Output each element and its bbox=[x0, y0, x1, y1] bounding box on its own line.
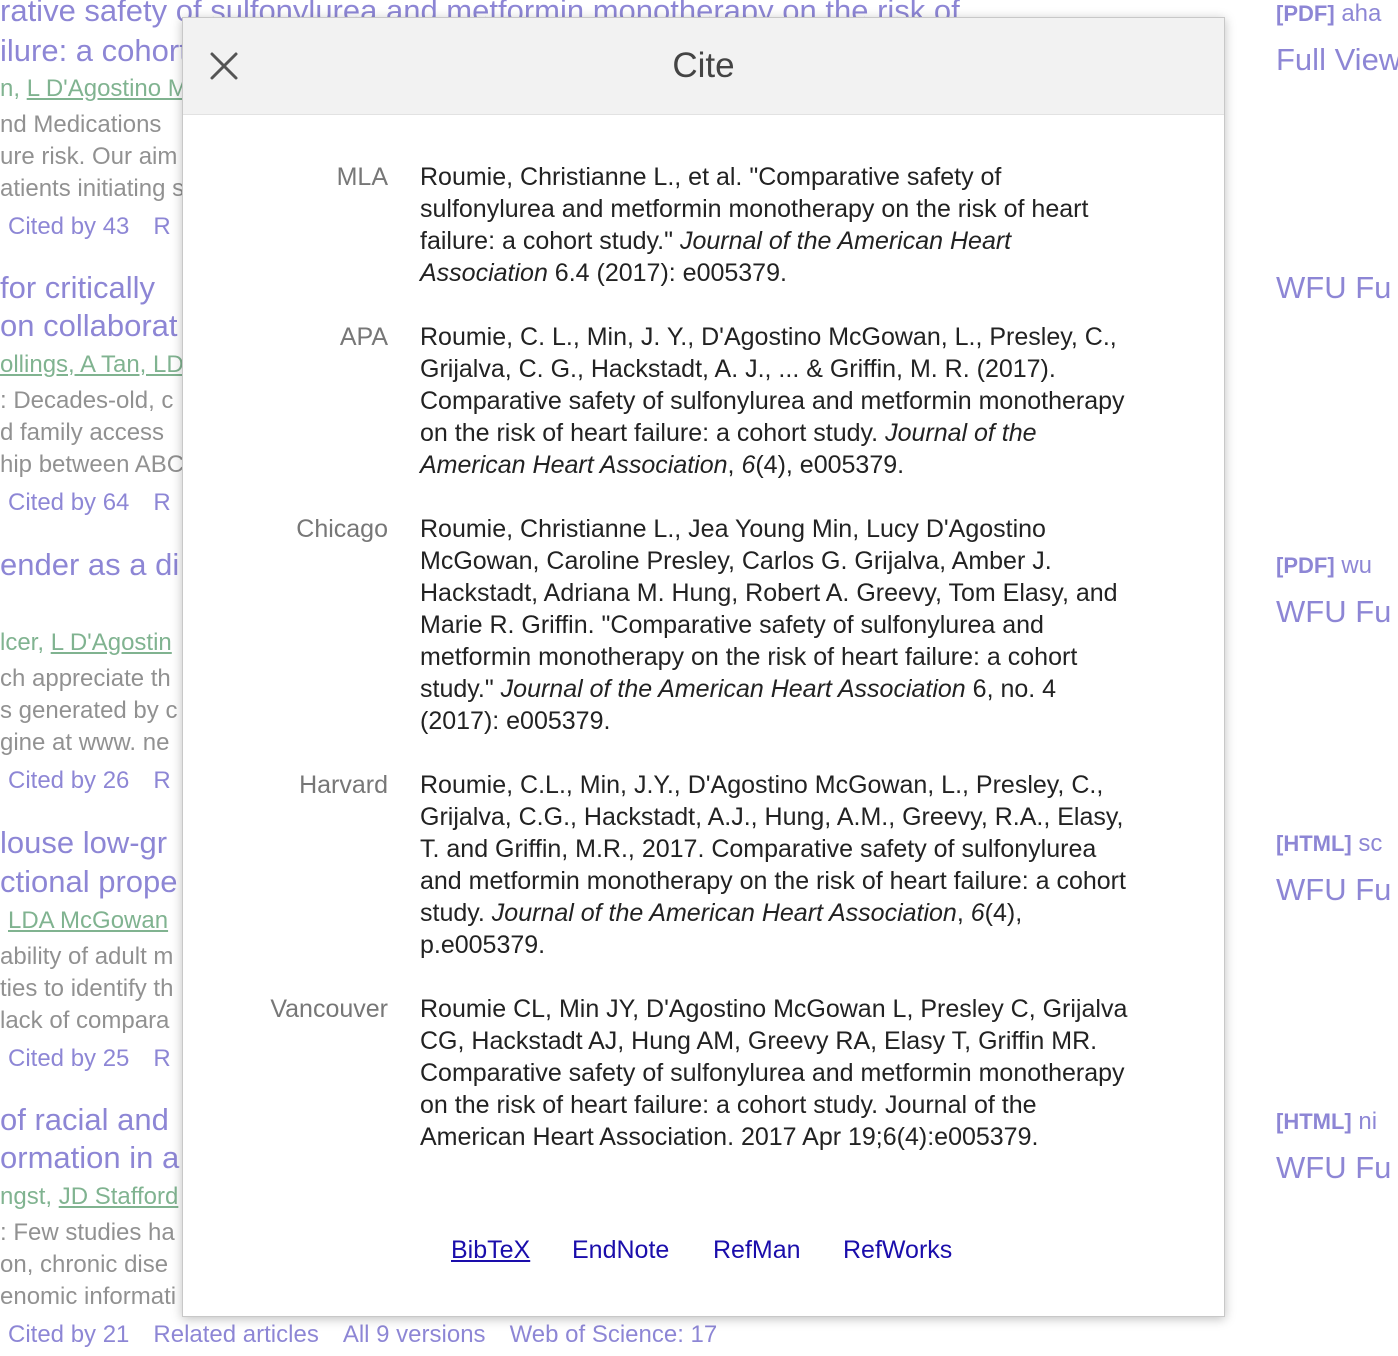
endnote-link[interactable]: EndNote bbox=[572, 1236, 670, 1264]
citation-italic-part: 6 bbox=[741, 451, 756, 479]
bibtex-link[interactable]: BibTeX bbox=[451, 1236, 531, 1264]
citation-style-label: Harvard bbox=[299, 771, 388, 799]
citation-italic-part: Journal of the American Heart Association bbox=[420, 227, 1012, 287]
citation-style-label: Chicago bbox=[296, 515, 388, 543]
citation-part: Roumie CL, Min JY, D'Agostino McGowan L, Presley C, Grijalva CG, Hackstadt AJ, Hung AM, Greevy RA, Elasy T, Griffin MR. Comparative safety of sulfonylurea and metformin monotherapy on the risk of heart failure: a cohort study. Journal of the American Heart Association. 2017 Apr 19;6(4):e005379. bbox=[420, 995, 1128, 1151]
citation-italic-part: Journal of the American Heart Association bbox=[420, 419, 1037, 479]
citation-part: , bbox=[727, 451, 742, 479]
citation-style-label: Vancouver bbox=[270, 995, 388, 1023]
citation-text[interactable] bbox=[420, 513, 1140, 737]
citation-italic-part: 6 bbox=[970, 899, 985, 927]
citation-text[interactable] bbox=[420, 161, 1140, 289]
citation-part: Roumie, C.L., Min, J.Y., D'Agostino McGowan, L., Presley, C., Grijalva, C.G., Hackstadt, A.J., Hung, A.M., Greevy, R.A., Elasy, T. and Griffin, M.R., 2017. Comparative safety of sulfonylurea and metformin monotherapy on the risk of heart failure: a cohort study. bbox=[420, 771, 1126, 927]
citation-part: (4), p.e005379. bbox=[420, 899, 1023, 959]
dialog-title: Cite bbox=[672, 46, 735, 85]
refman-link[interactable]: RefMan bbox=[713, 1236, 801, 1264]
citation-part: , bbox=[956, 899, 971, 927]
citation-text[interactable] bbox=[420, 769, 1140, 961]
citation-italic-part: Journal of the American Heart Association bbox=[491, 899, 957, 927]
cite-dialog bbox=[182, 17, 1225, 1317]
citation-text[interactable] bbox=[420, 321, 1140, 481]
citation-italic-part: Journal of the American Heart Association bbox=[500, 675, 966, 703]
citation-part: Roumie, Christianne L., Jea Young Min, Lucy D'Agostino McGowan, Caroline Presley, Carlos G. Grijalva, Amber J. Hackstadt, Adriana M. Hung, Robert A. Greevy, Tom Elasy, and Marie R. Griffin. "Comparative safety of sulfonylurea and metformin monotherapy on the risk of heart failure: a cohort study." bbox=[420, 515, 1118, 703]
dialog-header bbox=[183, 18, 1224, 115]
citation-style-label: APA bbox=[339, 323, 388, 351]
citation-part: Roumie, C. L., Min, J. Y., D'Agostino McGowan, L., Presley, C., Grijalva, C. G., Hackstadt, A. J., ... & Griffin, M. R. (2017). Comparative safety of sulfonylurea and metformin monotherapy on the risk of heart failure: a cohort study. bbox=[420, 323, 1125, 447]
citation-part: (4), e005379. bbox=[755, 451, 905, 479]
citation-style-label: MLA bbox=[336, 163, 388, 191]
citation-part: Roumie, Christianne L., et al. "Comparative safety of sulfonylurea and metformin monotherapy on the risk of heart failure: a cohort study." bbox=[420, 163, 1089, 255]
citation-part: 6, no. 4 (2017): e005379. bbox=[420, 675, 1057, 735]
refworks-link[interactable]: RefWorks bbox=[843, 1236, 953, 1264]
citation-part: 6.4 (2017): e005379. bbox=[547, 259, 787, 287]
citation-text[interactable] bbox=[420, 993, 1140, 1153]
